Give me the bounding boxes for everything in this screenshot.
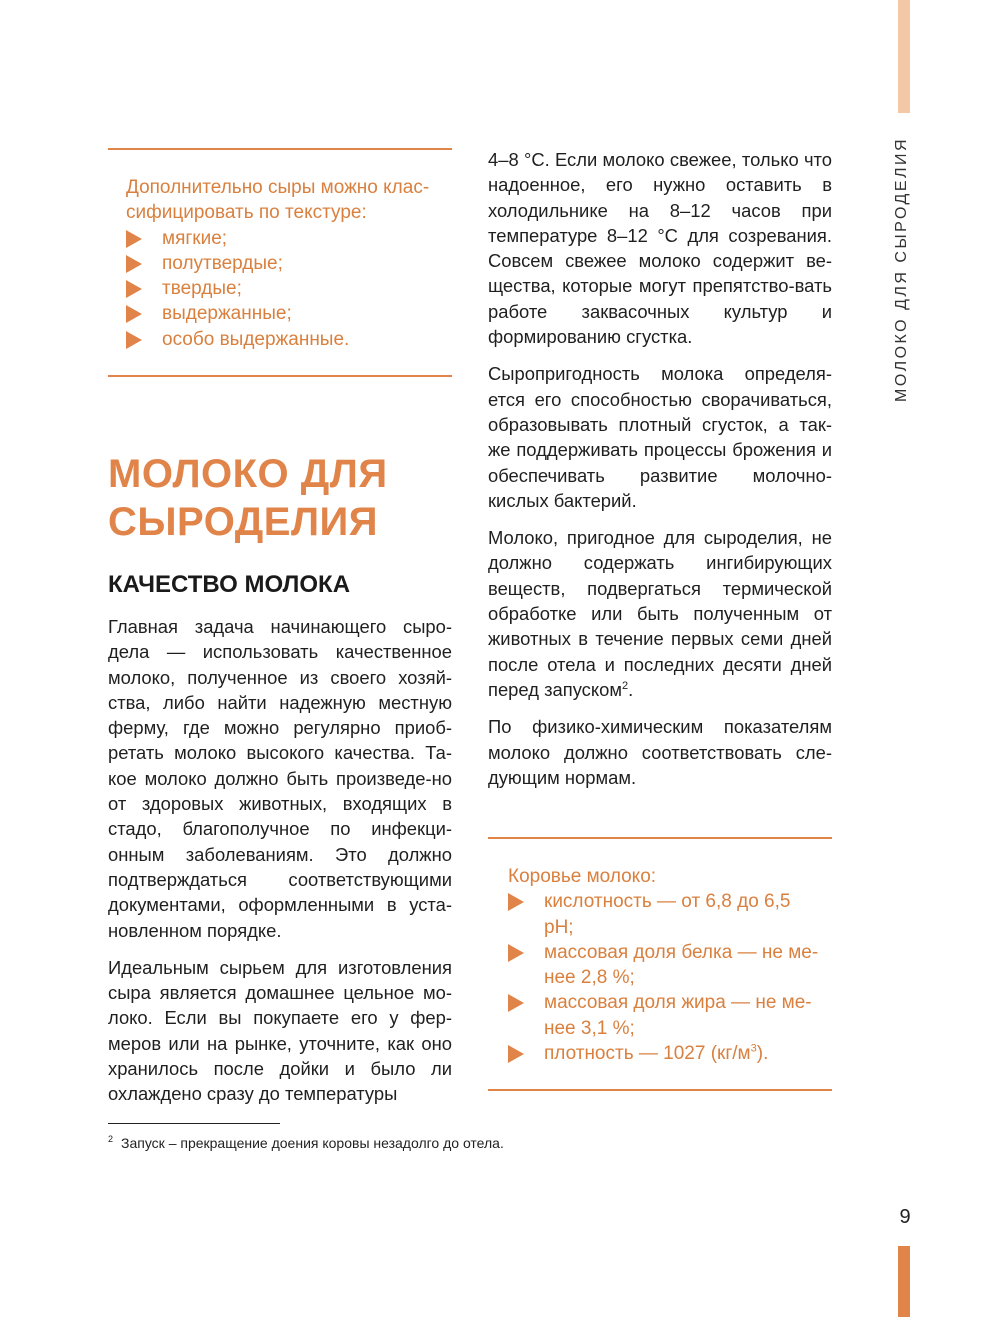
- list-item-text: массовая доля жира — не ме-нее 3,1 %;: [544, 992, 812, 1039]
- list-item-text: полутвердые;: [162, 252, 283, 274]
- list-item: [508, 990, 820, 1041]
- box1-bottom-rule: [108, 375, 452, 377]
- triangle-bullet-icon: [508, 994, 524, 1012]
- paragraph: Идеальным сырьем для изготовления сыра является домашнее цельное мо-локо. Если вы покупаете его у фер-меров или на рынке, уточните, как оно хранилось после дойки и было ли охлаждено сразу до температуры: [108, 956, 452, 1105]
- list-item-text: кислотность — от 6,8 до 6,5 рН;: [544, 891, 791, 938]
- footnote-ref: 2: [622, 679, 629, 692]
- list-item-text: особо выдержанные.: [162, 328, 350, 350]
- list-item: [508, 1041, 820, 1066]
- paragraph: [488, 525, 832, 702]
- footnote-text: Запуск – прекращение доения коровы незадолго до отела.: [121, 1135, 504, 1151]
- triangle-bullet-icon: [508, 944, 524, 962]
- list-item: [126, 251, 446, 276]
- cow-milk-intro: Коровье молоко:: [508, 866, 657, 887]
- right-column: [488, 147, 832, 802]
- triangle-bullet-icon: [508, 893, 524, 911]
- paragraph-end: .: [628, 678, 634, 700]
- list-item-text: твердые;: [162, 278, 242, 300]
- paragraph: По физико-химическим показателям молоко должно соответствовать сле-дующим нормам.: [488, 716, 832, 788]
- box2-top-rule: [488, 837, 832, 839]
- running-title: МОЛОКО ДЛЯ СЫРОДЕЛИЯ: [893, 136, 910, 402]
- triangle-bullet-icon: [508, 1045, 524, 1063]
- texture-list: [126, 226, 446, 352]
- box1-top-rule: [108, 148, 452, 150]
- paragraph: 4–8 °С. Если молоко свежее, только что надоенное, его нужно оставить в холодильнике на 8–12 часов при температуре 8–12 °С для созревания. Совсем свежее молоко содержит ве-щества, которые могут препятство-вать работе заквасочных культур и формированию сгустка.: [488, 149, 832, 348]
- list-item-text: выдержанные;: [162, 303, 292, 325]
- list-item: [126, 301, 446, 326]
- list-item-text: массовая доля белка — не ме-нее 2,8 %;: [544, 941, 819, 989]
- left-column: [108, 614, 452, 1119]
- cow-milk-list: [508, 889, 820, 1066]
- paragraph-text: Молоко, пригодное для сыроделия, не должно содержать ингибирующих веществ, подвергаться термической обработке или быть полученным от животных в течение первых семи дней после отела и последних десяти дней перед запуском: [488, 527, 832, 700]
- list-item: [126, 226, 446, 251]
- subsection-heading: КАЧЕСТВО МОЛОКА: [108, 571, 351, 598]
- paragraph: Главная задача начинающего сыро-дела — использовать качественное молоко, полученное из своего хозяй-ства, либо найти надежную местную ферму, где можно регулярно приоб-ретать молоко высокого качества. Та-кое молоко должно быть произведе-но от здоровых животных, входящих в стадо, благополучное по инфекци-онным заболеваниям. Это должно подтверждаться соответствующими документами, оформленными в уста-новленном порядке.: [108, 616, 452, 941]
- triangle-bullet-icon: [126, 305, 142, 323]
- list-item-end: ).: [756, 1043, 769, 1065]
- footnote-rule: [108, 1123, 280, 1124]
- box2-bottom-rule: [488, 1089, 832, 1091]
- list-item-text: плотность — 1027 (кг/м: [544, 1043, 751, 1065]
- superscript: 3: [750, 1042, 757, 1055]
- page-number: 9: [899, 1206, 911, 1228]
- section-heading: МОЛОКО ДЛЯ СЫРОДЕЛИЯ: [108, 452, 388, 544]
- list-item-text: мягкие;: [162, 227, 228, 249]
- list-item: [126, 276, 446, 301]
- side-tab-top: [898, 0, 910, 113]
- list-item: [508, 889, 820, 940]
- side-tab-bottom: [898, 1246, 910, 1317]
- triangle-bullet-icon: [126, 230, 142, 248]
- triangle-bullet-icon: [126, 255, 142, 273]
- paragraph: Сыропригодность молока определя-ется его способностью сворачиваться, образовывать плотный сгусток, а так-же поддерживать процессы брожения и обеспечивать развитие молочно-кислых бактерий.: [488, 363, 832, 511]
- triangle-bullet-icon: [126, 280, 142, 298]
- list-item: [126, 327, 446, 352]
- triangle-bullet-icon: [126, 331, 142, 349]
- list-item: [508, 940, 820, 991]
- cow-milk-box: [508, 864, 820, 1066]
- texture-box-intro: Дополнительно сыры можно клас-сифицировать по текстуре:: [126, 177, 430, 224]
- footnote: [108, 1133, 808, 1153]
- texture-box: [126, 175, 446, 352]
- footnote-mark: 2: [108, 1134, 114, 1145]
